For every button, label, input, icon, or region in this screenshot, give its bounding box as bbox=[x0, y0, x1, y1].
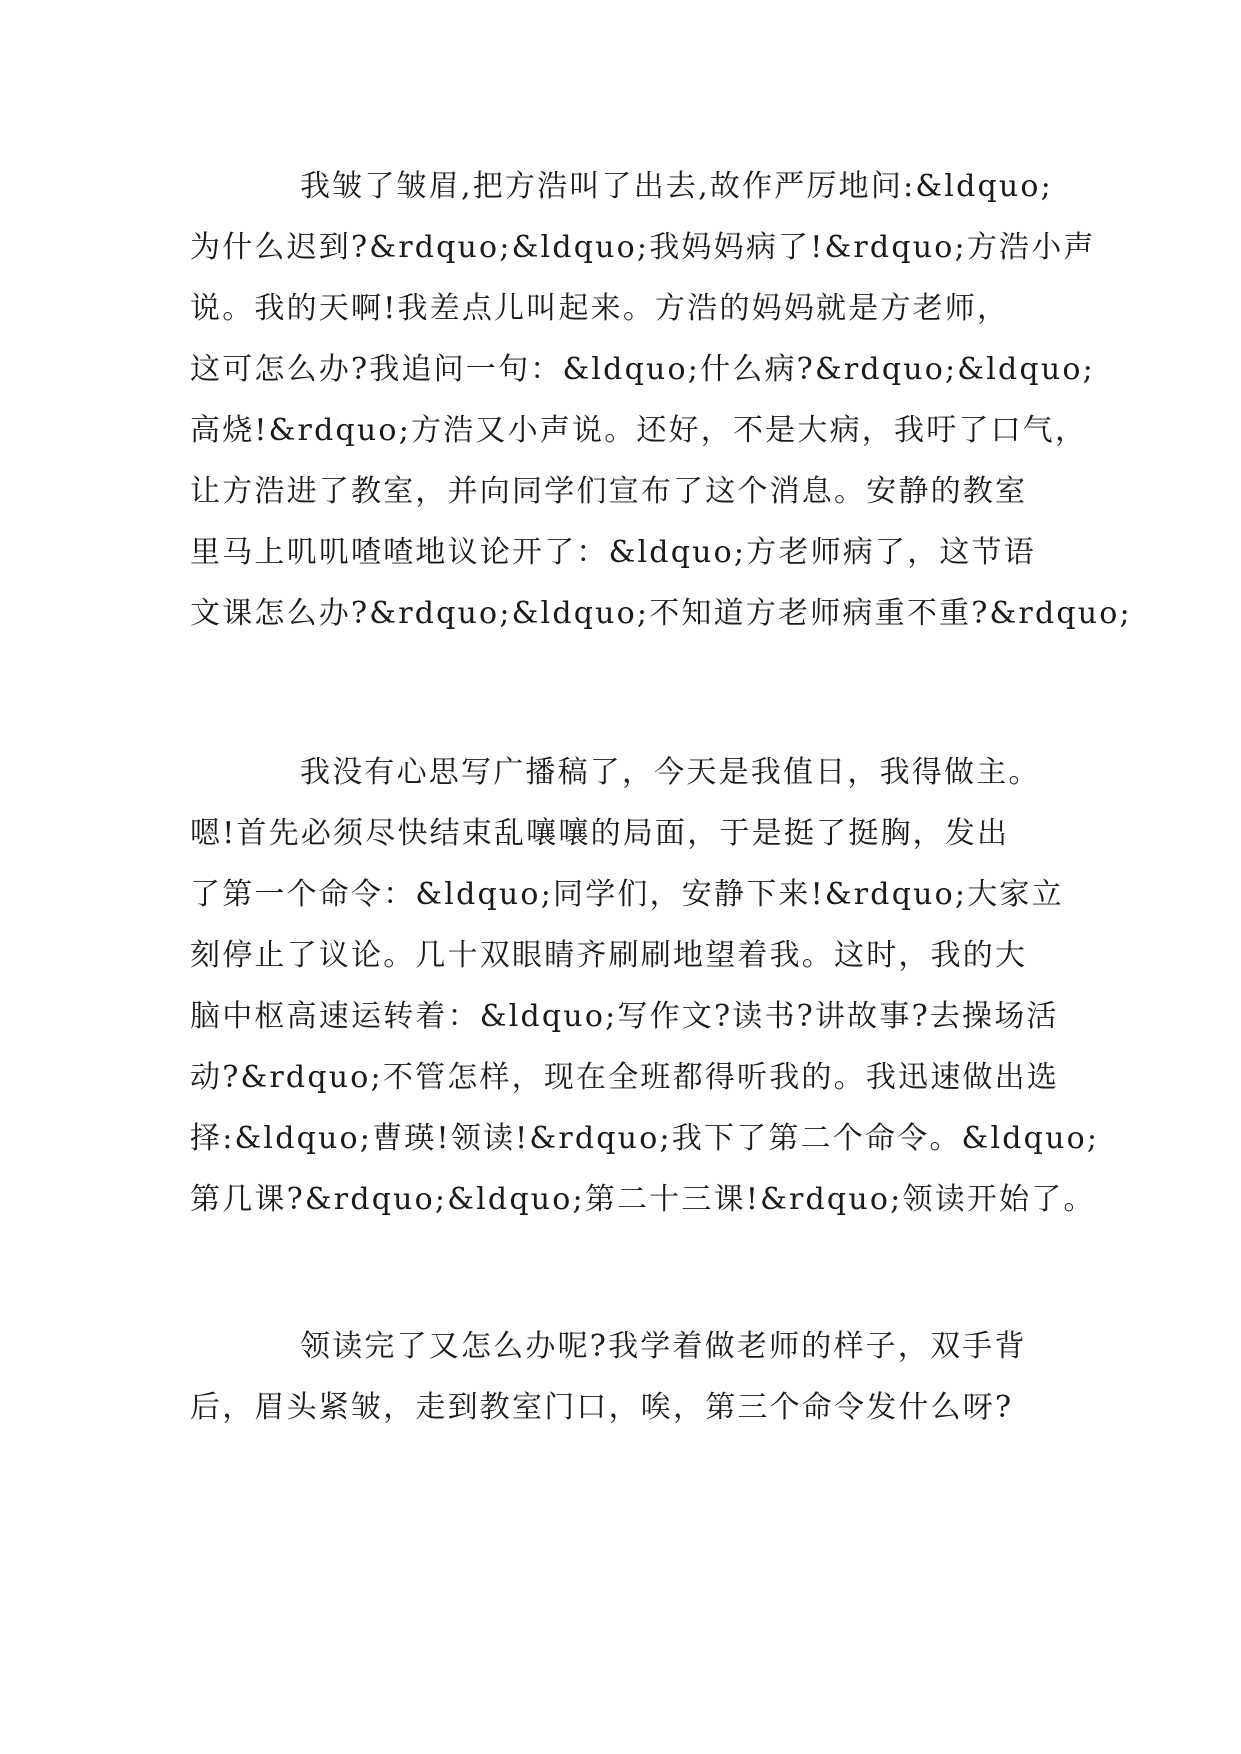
text-line: 脑中枢高速运转着：&ldquo;写作文?读书?讲故事?去操场活 bbox=[190, 999, 1059, 1034]
text-line: 领读完了又怎么办呢?我学着做老师的样子，双手背 bbox=[300, 1329, 1027, 1364]
paragraph-3 bbox=[190, 1316, 1060, 1438]
text-line: 后，眉头紧皱，走到教室门口，唉，第三个命令发什么呀? bbox=[190, 1390, 1014, 1425]
paragraph-2 bbox=[190, 742, 1100, 1230]
text-line: 为什么迟到?&rdquo;&ldquo;我妈妈病了!&rdquo;方浩小声 bbox=[190, 230, 1096, 265]
text-line: 我没有心思写广播稿了，今天是我值日，我得做主。 bbox=[300, 755, 1041, 790]
text-line: 择:&ldquo;曹瑛!领读!&rdquo;我下了第二个命令。&ldquo; bbox=[190, 1121, 1100, 1156]
text-line: 我皱了皱眉,把方浩叫了出去,故作严厉地问:&ldquo; bbox=[300, 169, 1053, 204]
text-line: 第几课?&rdquo;&ldquo;第二十三课!&rdquo;领读开始了。 bbox=[190, 1182, 1096, 1217]
text-line: 这可怎么办?我追问一句：&ldquo;什么病?&rdquo;&ldquo; bbox=[190, 352, 1095, 387]
text-line: 了第一个命令：&ldquo;同学们，安静下来!&rdquo;大家立 bbox=[190, 877, 1064, 912]
text-line: 里马上叽叽喳喳地议论开了：&ldquo;方老师病了，这节语 bbox=[190, 535, 1036, 570]
paragraph-1 bbox=[190, 156, 1132, 644]
text-line: 动?&rdquo;不管怎样，现在全班都得听我的。我迅速做出选 bbox=[190, 1060, 1060, 1095]
text-line: 说。我的天啊!我差点儿叫起来。方浩的妈妈就是方老师， bbox=[190, 291, 1010, 326]
text-line: 刻停止了议论。几十双眼睛齐刷刷地望着我。这时，我的大 bbox=[190, 938, 1028, 973]
text-line: 让方浩进了教室，并向同学们宣布了这个消息。安静的教室 bbox=[190, 474, 1028, 509]
text-line: 文课怎么办?&rdquo;&ldquo;不知道方老师病重不重?&rdquo; bbox=[190, 596, 1132, 631]
text-line: 高烧!&rdquo;方浩又小声说。还好，不是大病，我吁了口气， bbox=[190, 413, 1088, 448]
text-line: 嗯!首先必须尽快结束乱嚷嚷的局面，于是挺了挺胸，发出 bbox=[190, 816, 1010, 851]
